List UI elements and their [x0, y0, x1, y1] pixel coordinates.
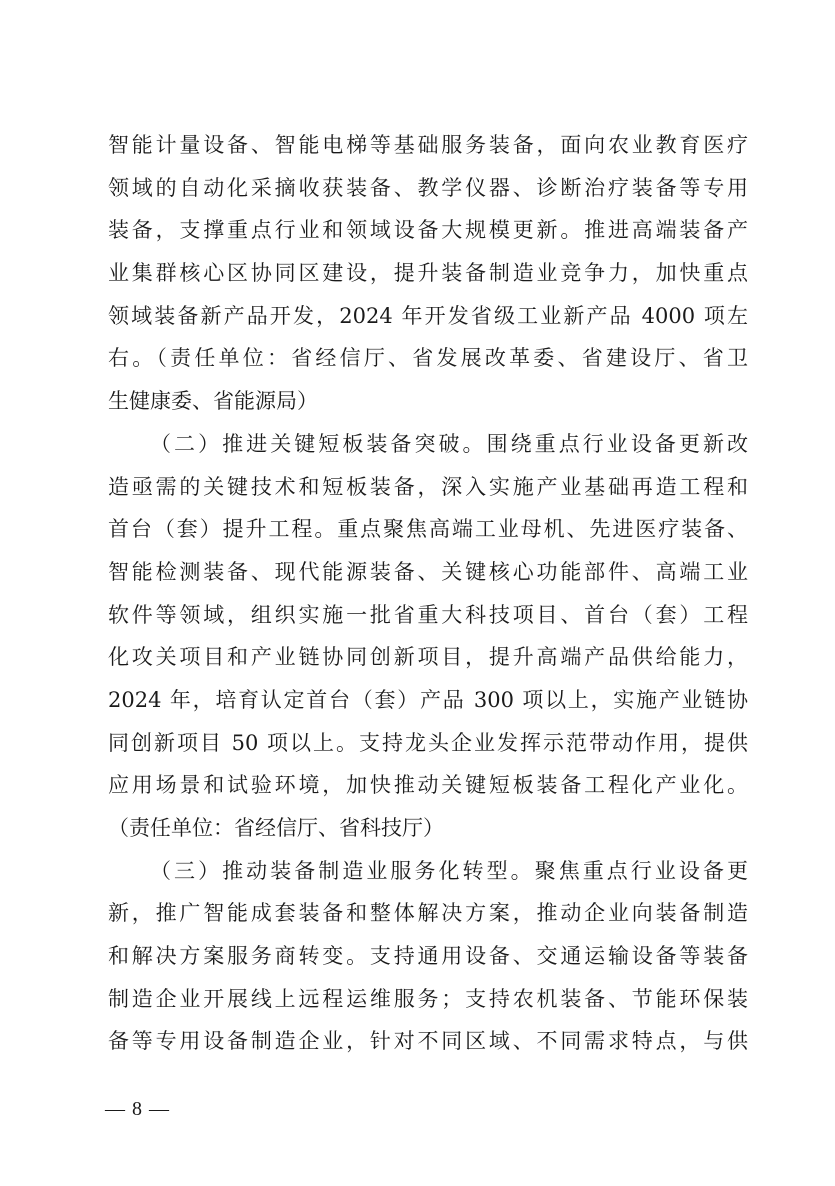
text-line: 智能计量设备、智能电梯等基础服务装备，面向农业教育医疗 — [108, 133, 748, 157]
page-number: — 8 — — [105, 1098, 170, 1120]
section-heading-line: （二）推进关键短板装备突破。围绕重点行业设备更新改 — [150, 431, 748, 456]
text-line: 业集群核心区协同区建设，提升装备制造业竞争力，加快重点 — [108, 261, 748, 286]
text-line: 造亟需的关键技术和短板装备，深入实施产业基础再造工程和 — [108, 474, 748, 499]
body-text — [108, 124, 748, 1063]
section-heading-line: （三）推动装备制造业服务化转型。聚焦重点行业设备更 — [150, 858, 748, 883]
text-line: 智能检测装备、现代能源装备、关键核心功能部件、高端工业 — [108, 559, 748, 584]
text-line: 2024 年，培育认定首台（套）产品 300 项以上，实施产业链协 — [108, 687, 748, 712]
text-line: 备等专用设备制造企业，针对不同区域、不同需求特点，与供 — [108, 1029, 748, 1054]
text-line: 领域装备新产品开发，2024 年开发省级工业新产品 4000 项左 — [108, 303, 748, 328]
text-line: 制造企业开展线上远程运维服务；支持农机装备、节能环保装 — [108, 986, 748, 1011]
text-line: 领域的自动化采摘收获装备、教学仪器、诊断治疗装备等专用 — [108, 175, 748, 200]
text-line: 右。（责任单位：省经信厅、省发展改革委、省建设厅、省卫 — [108, 346, 748, 371]
text-line: 首台（套）提升工程。重点聚焦高端工业母机、先进医疗装备、 — [108, 517, 748, 542]
text-line: 新，推广智能成套装备和整体解决方案，推动企业向装备制造 — [108, 901, 748, 926]
text-line: 生健康委、省能源局） — [108, 389, 318, 414]
text-line: 软件等领域，组织实施一批省重大科技项目、首台（套）工程 — [108, 602, 748, 627]
text-line: 应用场景和试验环境，加快推动关键短板装备工程化产业化。 — [108, 773, 748, 798]
text-line: （责任单位：省经信厅、省科技厅） — [108, 816, 444, 840]
text-line: 化攻关项目和产业链协同创新项目，提升高端产品供给能力， — [108, 645, 748, 670]
text-line: 装备，支撑重点行业和领域设备大规模更新。推进高端装备产 — [108, 218, 748, 243]
text-line: 和解决方案服务商转变。支持通用设备、交通运输设备等装备 — [108, 944, 748, 969]
text-line: 同创新项目 50 项以上。支持龙头企业发挥示范带动作用，提供 — [108, 730, 748, 755]
